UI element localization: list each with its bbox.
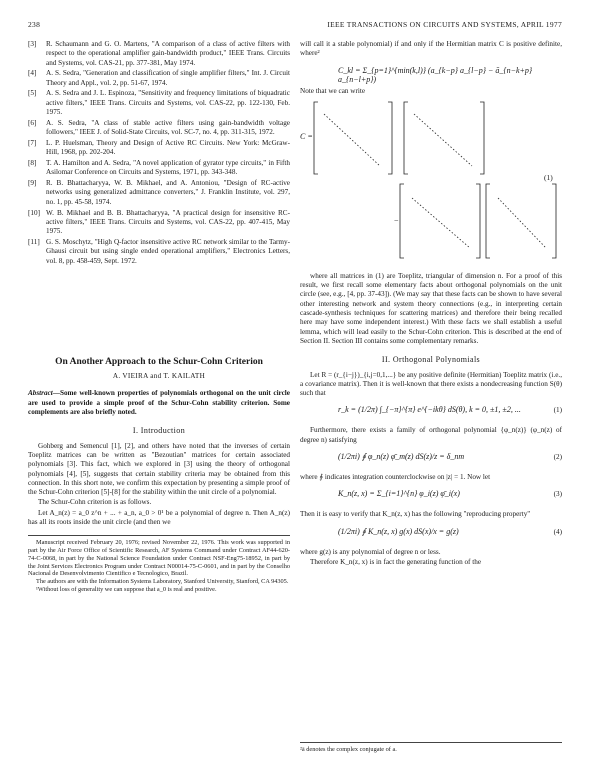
body-paragraph: Then it is easy to verify that K_n(z, x) has the following "reproducing property"	[300, 510, 531, 519]
reference-item: [3] R. Schaumann and G. O. Martens, "A comparison of a class of active filters with respect to the operational amplifier gain-bandwidth product," IEEE Trans. Circuits and Systems, vol. CAS-21, pp. 377-381, May 1974.	[28, 40, 290, 67]
equation-reproducing: (1/2πi) ∮ K_n(z, x) g(x) dS(x)/x = g(z) (4)	[338, 526, 562, 536]
reference-item: [4] A. S. Sedra, "Generation and classification of single amplifier filters," Int. J. Circuit Theory and Appl., vol. 2, pp. 51-67, 1974.	[28, 69, 290, 87]
matrix-equation-1: C = (1) −	[300, 98, 562, 268]
reference-item: [7] L. P. Huelsman, Theory and Design of Active RC Circuits. New York: McGraw-Hill, 1968, pp. 202-204.	[28, 138, 290, 157]
left-column	[28, 40, 290, 594]
footnote-affiliation: The authors are with the Information Systems Laboratory, Stanford University, Stanford, CA 94305.	[36, 578, 289, 586]
footnotes	[28, 535, 290, 594]
reference-list	[28, 40, 290, 266]
reference-item: [8] T. A. Hamilton and A. Sedra, "A novel application of gyrator type circuits," in Fifth Asilomar Conference on Circuits and Systems, 1971, pp. 343-348.	[28, 159, 290, 177]
footnote-2: ²ā denotes the complex conjugate of a.	[300, 742, 562, 753]
body-paragraph: will call it a stable polynomial) if and only if the Hermitian matrix C is positive definite, where²	[300, 40, 562, 58]
body-paragraph: Therefore K_n(z, x) is in fact the generating function of the	[310, 557, 482, 566]
reference-item: [6] A. S. Sedra, "A class of stable active filters using gain-bandwidth voltage followers," IEEE J. of Solid-State Circuits, vol. SC-7, no. 4, pp. 311-315, 1972.	[28, 118, 290, 137]
body-paragraph: where all matrices in (1) are Toeplitz, triangular of dimension n. For a proof of this result, we first recall some elementary facts about orthogonal polynomials on the unit circle (see, e.g., [4, pp. 37-43]). (We may say that these facts can be shown to have several other interesting network and system theory connections (e.g., in interpreting certain cascade-synthesis techniques for scattering matrices) and therefore their being recalled here may have some independent interest.) With these facts we shall establish a useful lemma, which will lead easily to the Schur-Cohn criterion. This is described at the end of Section II. Section III contains some complementary remarks.	[300, 271, 562, 345]
body-paragraph: The Schur-Cohn criterion is as follows.	[38, 498, 152, 507]
footnote-manuscript: Manuscript received February 20, 1976; revised November 22, 1976. This work was supported in part by the Air Force Office of Scientific Research, AF Systems Command under Contract AF44-620-74-C-0068, in part by the National Science Foundation under Contract NSF-Eng75-18952, in part by the Joint Services Electronics Program under Contract N00014-75-C-0601, and in part by the Conselho Nacional de Desenvolvimento Cientifico e Tecnologico, Brazil.	[28, 539, 290, 578]
reference-item: [11] G. S. Moschytz, "High Q-factor insensitive active RC network similar to the Tarmy-Ghausi circuit but using single ended operational amplifiers," Electronics Letters, vol. 8, pp. 458-459, Sept. 1972.	[28, 237, 290, 265]
page-number: 238	[28, 20, 41, 29]
footnote-1: ¹Without loss of generality we can suppose that a_0 is real and positive.	[36, 586, 217, 594]
body-paragraph: where ∮ indicates integration counterclockwise on |z| = 1. Now let	[300, 473, 491, 482]
article-authors: A. VIEIRA and T. KAILATH	[112, 372, 206, 381]
equation-r: r_k = (1/2π) ∫_{−π}^{π} e^{−ikθ} dS(θ), k = 0, ±1, ±2, ... (1)	[338, 405, 562, 415]
section-heading-orthogonal: II. Orthogonal Polynomials	[381, 355, 481, 365]
equation-number: (1)	[544, 172, 553, 182]
equation-C: C_kl = Σ_{p=1}^{min(k,l)} (a_{k−p} a_{l−p} − ā_{n−k+p} a_{n−l+p})	[338, 65, 533, 84]
abstract-text: Some well-known properties of polynomials orthogonal on the unit circle are used to provide a simple proof of the Schur-Cohn stability criterion. Some complements are also briefly noted.	[28, 389, 290, 417]
equation-K: K_n(z, x) = Σ_{i=1}^{n} φ_i(z) φ̄_i(x) (3)	[338, 489, 562, 499]
article-title: On Another Approach to the Schur-Cohn Criterion	[55, 356, 263, 367]
abstract-label: Abstract—	[28, 389, 60, 398]
reference-item: [5] A. S. Sedra and J. L. Espinoza, "Sensitivity and frequency limitations of biquadratic active filters," IEEE Trans. Circuits and Systems, vol. CAS-22, pp. 122-130, Feb. 1975.	[28, 89, 290, 117]
body-paragraph: Let R = (r_{i−j})_{i,j=0,1,...} be any positive definite (Hermitian) Toeplitz matrix (i.e., a covariance matrix). Then it is well-known that there exists a nondecreasing function S(θ) such that	[300, 370, 562, 398]
matrix-figure	[300, 98, 562, 268]
body-paragraph: Note that we can write	[300, 86, 366, 95]
body-paragraph: Let A_n(z) = a_0 z^n + ... + a_n, a_0 > 0¹ be a polynomial of degree n. Then A_n(z) has all its roots inside the unit circle (and then we	[28, 508, 290, 526]
reference-item: [9] R. B. Bhattacharyya, W. B. Mikhael, and A. Antoniou, "Design of RC-active networks using generalized admittance converters," J. Franklin Institute, vol. 297, no. 1, pp. 45-58, 1974.	[28, 179, 290, 206]
right-column	[300, 40, 562, 568]
abstract	[28, 389, 290, 417]
equation-orthogonality: (1/2πi) ∮ φ_n(z) φ̄_m(z) dS(z)/z = δ_nm (2)	[338, 452, 562, 462]
running-header	[28, 20, 562, 32]
reference-item: [10] W. B. Mikhael and B. B. Bhattacharyya, "A practical design for insensitive RC-active filters," IEEE Trans. Circuits and Systems, vol. CAS-22, pp. 407-415, May 1975.	[28, 208, 290, 236]
journal-title: IEEE TRANSACTIONS ON CIRCUITS AND SYSTEMS, APRIL 1977	[327, 20, 562, 29]
body-paragraph: Furthermore, there exists a family of orthogonal polynomial {φ_n(z)} (φ_n(z) of degree n) satisfying	[300, 426, 562, 444]
section-heading-introduction: I. Introduction	[132, 426, 186, 436]
body-paragraph: where g(z) is any polynomial of degree n or less.	[300, 547, 441, 556]
body-paragraph: Gohberg and Semencul [1], [2], and others have noted that the inverses of certain Toeplitz matrices can be written as "Bezoutian" matrices for certain associated polynomials [3]. This fact, which we explored in [3] using the theory of orthogonal polynomials [4], [5], suggests that certain stability criteria may be obtained from this connection. In this short note, we confirm this expectation by presenting a simple proof of the Schur-Cohn criterion [5]-[8] for the stability within the unit circle of a polynomial.	[28, 441, 290, 497]
